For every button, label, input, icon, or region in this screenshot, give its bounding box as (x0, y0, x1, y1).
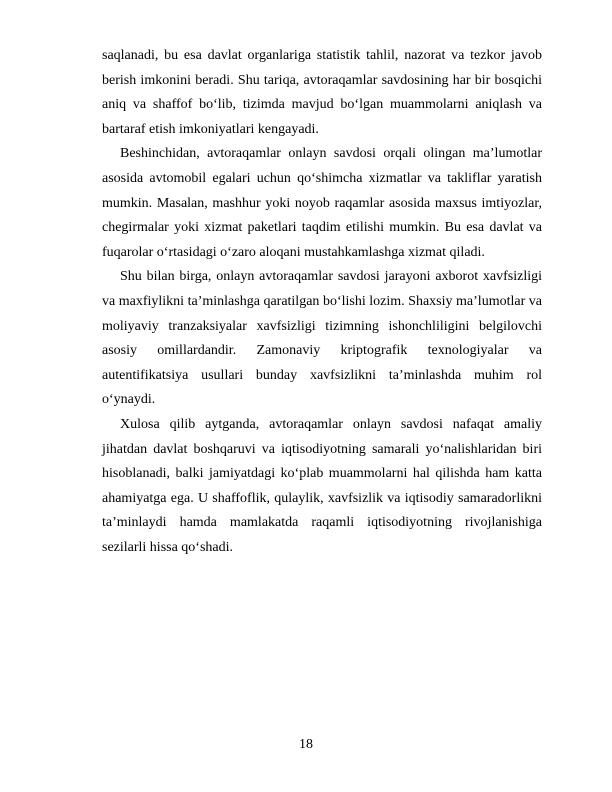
paragraph-continuation: saqlanadi, bu esa davlat organlariga statistik tahlil, nazorat va tezkor javob berish imkonini beradi. Shu tariqa, avtoraqamlar savdosining har bir bosqichi aniq va shaffof bo‘lib, tizimda mavjud bo‘lgan muammolarni aniqlash va bartaraf etish imkoniyatlari kengayadi. (102, 48, 542, 137)
page-number: 18 (299, 737, 313, 752)
paragraph-conclusion: Xulosa qilib aytganda, avtoraqamlar onlayn savdosi nafaqat amaliy jihatdan davlat boshqaruvi va iqtisodiyotning samarali yo‘nalishlaridan biri hisoblanadi, balki jamiyatdagi ko‘plab muammolarni hal qilishda ham katta ahamiyatga ega. U shaffoflik, qulaylik, xavfsizlik va iqtisodiy samaradorlikni ta’minlaydi hamda mamlakatda raqamli iqtisodiyotning rivojlanishiga sezilarli hissa qo‘shadi. (102, 416, 542, 555)
paragraph-security: Shu bilan birga, onlayn avtoraqamlar savdosi jarayoni axborot xavfsizligi va maxfiylikni ta’minlashga qaratilgan bo‘lishi lozim. Shaxsiy ma’lumotlar va moliyaviy tranzaksiyalar xavfsizligi tizimning ishonchliligini belgilovchi asosiy omillardandir. Zamonaviy kriptografik texnologiyalar va autentifikatsiya usullari bunday xavfsizlikni ta’minlashda muhim rol o‘ynaydi. (102, 269, 542, 408)
body-text (102, 44, 542, 560)
paragraph-fifth-point: Beshinchidan, avtoraqamlar onlayn savdosi orqali olingan ma’lumotlar asosida avtomobil egalari uchun qo‘shimcha xizmatlar va takliflar yaratish mumkin. Masalan, mashhur yoki noyob raqamlar asosida maxsus imtiyozlar, chegirmalar yoki xizmat paketlari taqdim etilishi mumkin. Bu esa davlat va fuqarolar o‘rtasidagi o‘zaro aloqani mustahkamlashga xizmat qiladi. (102, 146, 542, 260)
